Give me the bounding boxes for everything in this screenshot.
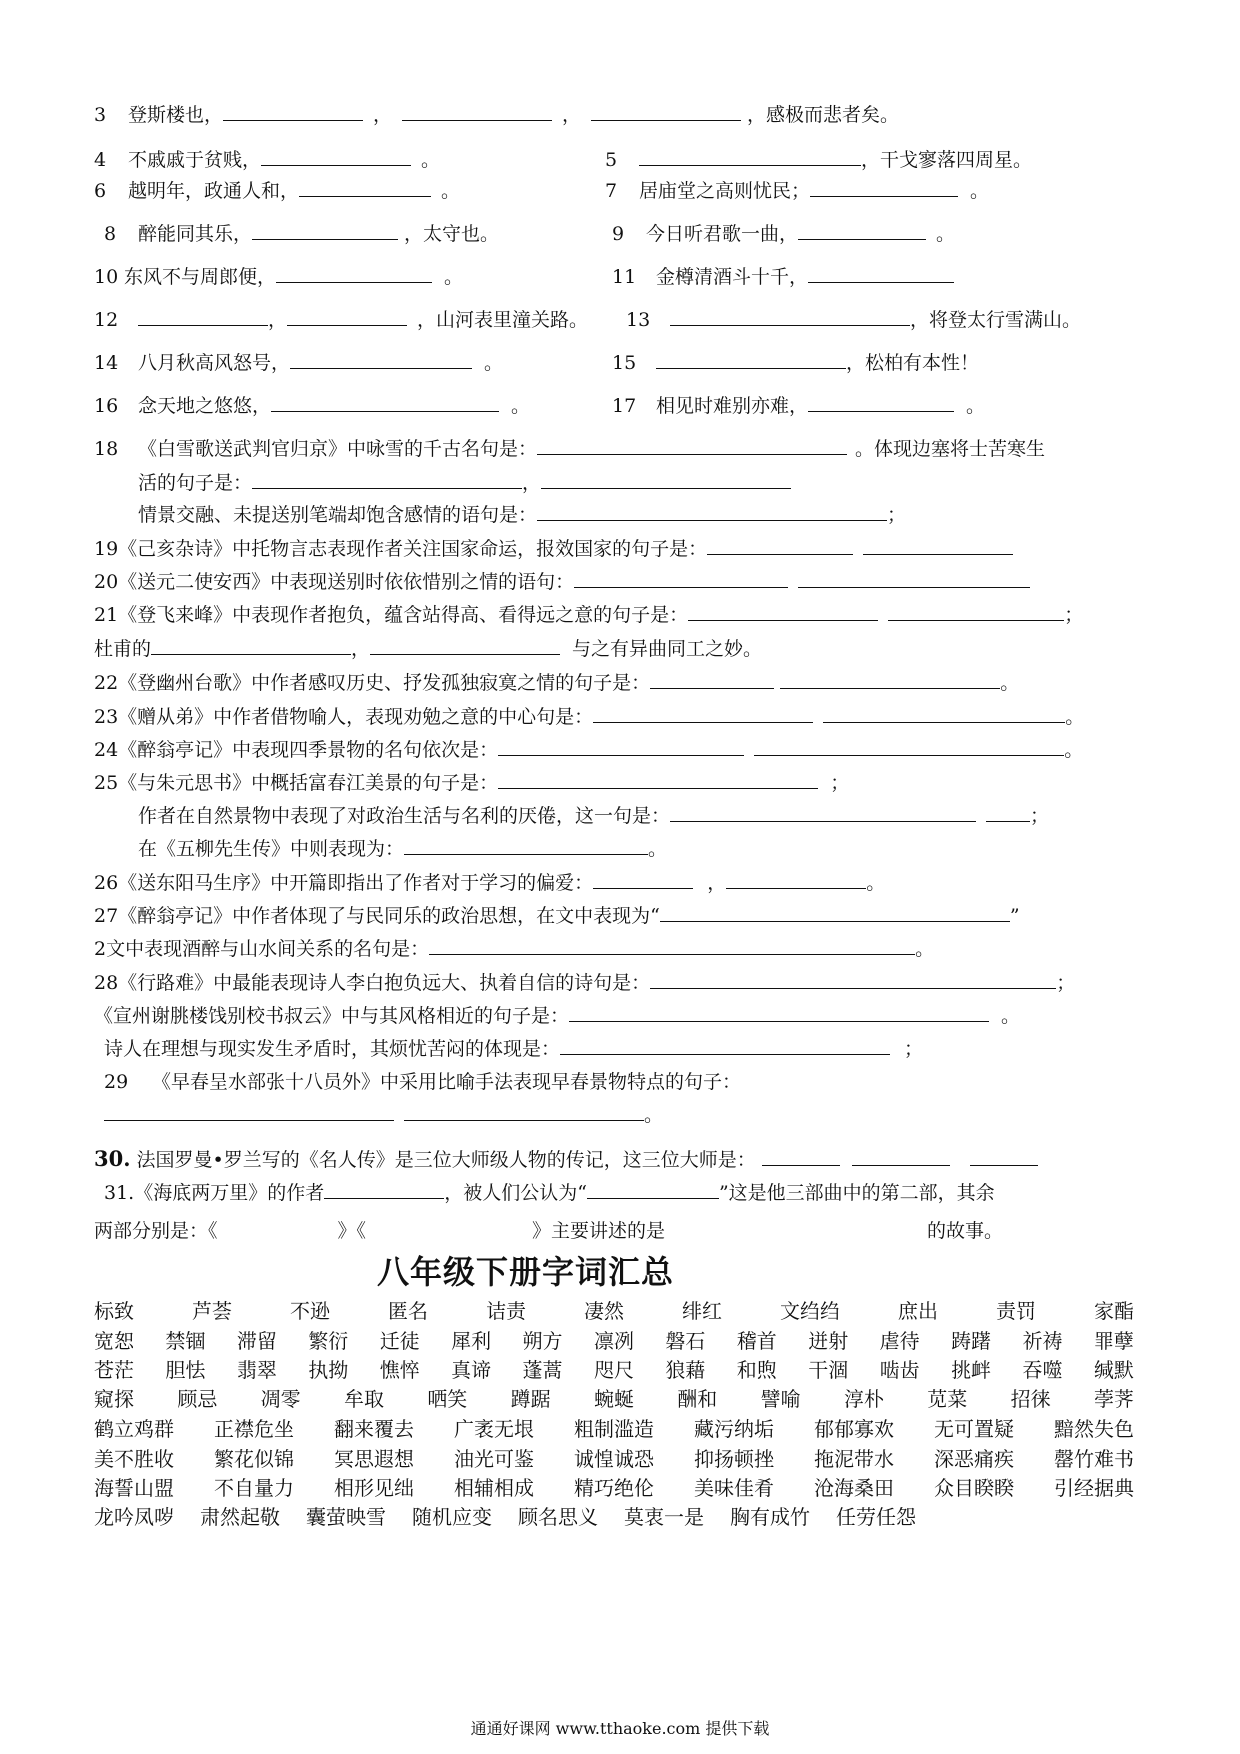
answer-blank[interactable] <box>639 147 861 166</box>
question-text: ”这是他三部曲中的第二部，其余 <box>718 1182 995 1204</box>
answer-blank[interactable] <box>810 178 958 197</box>
answer-blank[interactable] <box>798 221 926 240</box>
vocab-word: 胆怯 <box>165 1358 206 1382</box>
vocab-word: 蜿蜒 <box>593 1387 634 1411</box>
vocab-word: 真谛 <box>451 1358 492 1382</box>
vocab-word: 美不胜收 <box>94 1447 174 1471</box>
vocab-word: 禁锢 <box>165 1329 206 1353</box>
question-text: 24《醉翁亭记》中表现四季景物的名句依次是： <box>94 739 499 761</box>
answer-blank[interactable] <box>780 670 1000 689</box>
punct: ， <box>268 309 288 331</box>
punct: 。 <box>1064 739 1084 761</box>
question-16 <box>94 393 530 419</box>
question-8 <box>104 221 499 247</box>
question-28 <box>94 970 1075 996</box>
question-text: 在《五柳先生传》中则表现为： <box>138 838 405 860</box>
question-7 <box>605 178 989 204</box>
vocab-word: 不逊 <box>290 1299 330 1323</box>
question-text: 醉能同其乐， <box>138 223 253 245</box>
vocab-word: 迁徒 <box>379 1329 420 1353</box>
vocab-word: 繁衍 <box>308 1329 349 1353</box>
question-text: 22《登幽州台歌》中作者感叹历史、抒发孤独寂寞之情的句子是： <box>94 672 651 694</box>
vocab-word: 匿名 <box>388 1299 428 1323</box>
punct: ； <box>1064 604 1084 626</box>
word-row-3 <box>94 1356 1134 1384</box>
question-number: 18 <box>94 438 119 460</box>
question-number: 17 <box>612 395 637 417</box>
punct: ； <box>1030 805 1050 827</box>
punct: ， <box>351 638 371 660</box>
punct: 。 <box>644 1104 664 1126</box>
vocab-word: 文绉绉 <box>780 1299 840 1323</box>
punct: 。 <box>1065 706 1085 728</box>
answer-blank[interactable] <box>498 770 818 789</box>
question-text: 》《 <box>337 1220 367 1242</box>
question-text: 东风不与周郎便， <box>124 266 277 288</box>
vocab-word: 藏污纳垢 <box>694 1417 774 1441</box>
answer-blank[interactable] <box>888 602 1064 621</box>
vocab-word: 拖泥带水 <box>814 1447 894 1471</box>
vocab-word: 磐石 <box>665 1329 706 1353</box>
question-text: 八月秋高风怒号， <box>138 352 291 374</box>
question-13 <box>626 307 1081 333</box>
question-text: 27《醉翁亭记》中作者体现了与民同乐的政治思想，在文中表现为“ <box>94 905 660 927</box>
question-21-line2 <box>94 636 762 662</box>
question-text: 26《送东阳马生序》中开篇即指出了作者对于学习的偏爱： <box>94 872 594 894</box>
vocab-word: 凄然 <box>584 1299 624 1323</box>
vocab-word: 相辅相成 <box>454 1476 534 1500</box>
answer-blank[interactable] <box>151 636 351 655</box>
vocab-word: 美味佳肴 <box>694 1476 774 1500</box>
word-row-8 <box>94 1503 1134 1531</box>
question-text: 与之有异曲同工之妙。 <box>572 638 763 660</box>
vocab-word: 缄默 <box>1093 1358 1134 1382</box>
question-25 <box>94 770 849 796</box>
punct: 。 <box>936 223 956 245</box>
answer-blank[interactable] <box>402 102 552 121</box>
punct: 。 <box>484 352 504 374</box>
vocab-word: 囊萤映雪 <box>306 1505 386 1529</box>
vocab-word: 干涸 <box>808 1358 849 1382</box>
vocab-word: 招徕 <box>1010 1387 1051 1411</box>
question-number: 29 <box>104 1071 129 1093</box>
question-number: 11 <box>612 266 637 288</box>
question-text: ，山河表里潼关路。 <box>417 309 589 331</box>
vocab-word: 苍茫 <box>94 1358 134 1382</box>
answer-blank[interactable] <box>970 1147 1038 1166</box>
answer-blank[interactable] <box>986 803 1030 822</box>
punct: ， <box>562 104 582 126</box>
vocab-word: 随机应变 <box>412 1505 492 1529</box>
answer-blank[interactable] <box>541 470 791 489</box>
vocab-word: 任劳任怨 <box>836 1505 916 1529</box>
vocab-word: 肃然起敬 <box>200 1505 280 1529</box>
question-text: 23《赠从弟》中作者借物喻人，表现劝勉之意的中心句是： <box>94 706 594 728</box>
question-22 <box>94 670 1019 696</box>
vocab-word: 挑衅 <box>951 1358 992 1382</box>
punct: ， <box>373 104 393 126</box>
vocab-word: 哂笑 <box>427 1387 468 1411</box>
answer-blank[interactable] <box>808 393 954 412</box>
question-text: ，感极而悲者矣。 <box>747 104 900 126</box>
vocab-word: 胸有成竹 <box>730 1505 810 1529</box>
vocab-word: 凛冽 <box>593 1329 634 1353</box>
vocab-word: 顾名思义 <box>518 1505 598 1529</box>
vocab-word: 芦荟 <box>192 1299 232 1323</box>
question-text: 法国罗曼•罗兰写的《名人传》是三位大师级人物的传记，这三位大师是： <box>136 1149 756 1171</box>
question-3 <box>94 102 899 128</box>
answer-blank[interactable] <box>104 1102 394 1121</box>
punct: 。 <box>915 938 935 960</box>
question-number: 10 <box>94 266 119 288</box>
question-21 <box>94 602 1083 628</box>
vocab-word: 深恶痛疾 <box>934 1447 1014 1471</box>
vocab-word: 龙吟凤哕 <box>94 1505 174 1529</box>
question-text: 。体现边塞将士苦寒生 <box>855 438 1046 460</box>
question-19 <box>94 536 1013 562</box>
question-28-line3 <box>104 1036 923 1062</box>
answer-blank[interactable] <box>138 307 268 326</box>
question-23 <box>94 704 1084 730</box>
question-11 <box>612 264 954 290</box>
question-number: 8 <box>104 223 117 245</box>
question-number: 3 <box>94 104 107 126</box>
question-number: 30. <box>94 1146 131 1171</box>
punct: 。 <box>444 266 464 288</box>
question-number: 14 <box>94 352 119 374</box>
vocab-word: 繁花似锦 <box>214 1447 294 1471</box>
question-24 <box>94 737 1083 763</box>
answer-blank[interactable] <box>299 178 431 197</box>
vocab-word: 咫尺 <box>593 1358 634 1382</box>
question-text: ，太守也。 <box>404 223 500 245</box>
vocab-word: 无可置疑 <box>934 1417 1014 1441</box>
vocab-word: 诚惶诚恐 <box>574 1447 654 1471</box>
question-text: 两部分别是：《 <box>94 1220 218 1242</box>
section-title: 八年级下册字词汇总 <box>377 1253 675 1291</box>
punct: 。 <box>970 180 990 202</box>
vocab-word: 沧海桑田 <box>814 1476 894 1500</box>
question-text: ，将登太行雪满山。 <box>910 309 1082 331</box>
question-text: 2文中表现酒醉与山水间关系的名句是： <box>94 938 430 960</box>
question-number: 16 <box>94 395 119 417</box>
answer-blank[interactable] <box>370 636 560 655</box>
question-number: 6 <box>94 180 107 202</box>
vocab-word: 滞留 <box>236 1329 277 1353</box>
vocab-word: 责罚 <box>996 1299 1036 1323</box>
vocab-word: 罪孽 <box>1093 1329 1134 1353</box>
question-text: 越明年，政通人和， <box>128 180 300 202</box>
question-text: 》主要讲述的是 <box>532 1220 666 1242</box>
question-15 <box>612 350 979 376</box>
answer-blank[interactable] <box>324 1180 444 1199</box>
word-row-2 <box>94 1327 1134 1355</box>
answer-blank[interactable] <box>404 1102 644 1121</box>
answer-blank[interactable] <box>498 737 744 756</box>
vocab-word: 标致 <box>94 1299 134 1323</box>
question-31 <box>104 1180 995 1206</box>
answer-blank[interactable] <box>808 264 954 283</box>
answer-blank[interactable] <box>650 670 774 689</box>
question-text: 19《己亥杂诗》中托物言志表现作者关注国家命运，报效国家的句子是： <box>94 538 708 560</box>
question-27-line2 <box>94 936 934 962</box>
vocab-word: 众目睽睽 <box>934 1476 1014 1500</box>
answer-blank[interactable] <box>223 102 363 121</box>
answer-blank[interactable] <box>587 1180 719 1199</box>
vocab-word: 庶出 <box>898 1299 938 1323</box>
vocab-word: 莫衷一是 <box>624 1505 704 1529</box>
vocab-word: 郁郁寡欢 <box>814 1417 894 1441</box>
question-text: 31.《海底两万里》的作者 <box>104 1182 325 1204</box>
question-6 <box>94 178 460 204</box>
punct: 。 <box>421 149 441 171</box>
answer-blank[interactable] <box>670 803 976 822</box>
answer-blank[interactable] <box>591 102 741 121</box>
question-text: 今日听君歌一曲， <box>646 223 799 245</box>
vocab-word: 祈祷 <box>1022 1329 1063 1353</box>
vocab-word: 冥思遐想 <box>334 1447 414 1471</box>
punct: ” <box>1009 905 1020 927</box>
question-14 <box>94 350 503 376</box>
answer-blank[interactable] <box>537 502 887 521</box>
vocab-word: 宽恕 <box>94 1329 134 1353</box>
answer-blank[interactable] <box>560 1036 890 1055</box>
answer-blank[interactable] <box>762 1147 840 1166</box>
punct: 。 <box>511 395 531 417</box>
answer-blank[interactable] <box>537 436 847 455</box>
punct: ， <box>522 472 542 494</box>
word-row-5 <box>94 1415 1134 1443</box>
question-text: 情景交融、未提送别笔端却饱含感情的语句是： <box>138 504 538 526</box>
question-28-line2 <box>94 1003 1020 1029</box>
vocab-word: 迸射 <box>808 1329 849 1353</box>
question-text: 金樽清酒斗十千， <box>656 266 809 288</box>
vocab-word: 顾忌 <box>177 1387 218 1411</box>
question-text: 20《送元二使安西》中表现送别时依依惜别之情的语句： <box>94 571 575 593</box>
punct: ； <box>1056 972 1076 994</box>
question-number: 12 <box>94 309 119 331</box>
question-text: 作者在自然景物中表现了对政治生活与名利的厌倦，这一句是： <box>138 805 671 827</box>
question-text: 《宣州谢朓楼饯别校书叔云》中与其风格相近的句子是： <box>94 1005 570 1027</box>
question-text: 《白雪歌送武判官归京》中咏雪的千古名句是： <box>138 438 538 460</box>
vocab-word: 犀利 <box>451 1329 492 1353</box>
vocab-word: 油光可鉴 <box>454 1447 534 1471</box>
vocab-word: 蓬蒿 <box>522 1358 563 1382</box>
answer-blank[interactable] <box>707 536 853 555</box>
question-text: ，松柏有本性！ <box>846 352 980 374</box>
vocab-word: 粗制滥造 <box>574 1417 654 1441</box>
question-29-line2 <box>104 1102 663 1128</box>
vocab-word: 譬喻 <box>760 1387 801 1411</box>
answer-blank[interactable] <box>276 264 432 283</box>
question-text: 25《与朱元思书》中概括富春江美景的句子是： <box>94 772 499 794</box>
answer-blank[interactable] <box>798 569 1030 588</box>
vocab-word: 绯红 <box>682 1299 722 1323</box>
answer-blank[interactable] <box>754 737 1064 756</box>
question-text: 活的句子是： <box>138 472 253 494</box>
vocab-word: 苋菜 <box>927 1387 968 1411</box>
footer-credit: 通通好课网 www.tthaoke.com 提供下载 <box>470 1719 770 1738</box>
vocab-word: 正襟危坐 <box>214 1417 294 1441</box>
question-26 <box>94 870 885 896</box>
vocab-word: 啮齿 <box>879 1358 920 1382</box>
vocab-word: 狼藉 <box>665 1358 706 1382</box>
answer-blank[interactable] <box>290 350 472 369</box>
word-row-6 <box>94 1445 1134 1473</box>
vocab-word: 引经据典 <box>1054 1476 1134 1500</box>
question-25-line2 <box>138 803 1049 829</box>
punct: ， <box>707 872 727 894</box>
question-17 <box>612 393 985 419</box>
word-row-1 <box>94 1297 1134 1325</box>
vocab-word: 相形见绌 <box>334 1476 414 1500</box>
question-number: 5 <box>605 149 618 171</box>
answer-blank[interactable] <box>271 393 499 412</box>
question-text: 登斯楼也， <box>128 104 224 126</box>
vocab-word: 酬和 <box>677 1387 718 1411</box>
vocab-word: 鹤立鸡群 <box>94 1417 174 1441</box>
vocab-word: 不自量力 <box>214 1476 294 1500</box>
answer-blank[interactable] <box>252 221 398 240</box>
question-30 <box>94 1146 1038 1173</box>
answer-blank[interactable] <box>656 350 846 369</box>
punct: 。 <box>1000 672 1020 694</box>
vocab-word: 抑扬顿挫 <box>694 1447 774 1471</box>
vocab-word: 朔方 <box>522 1329 563 1353</box>
vocab-word: 翡翠 <box>236 1358 277 1382</box>
punct: 。 <box>648 838 668 860</box>
question-27 <box>94 903 1020 929</box>
word-row-4 <box>94 1385 1134 1413</box>
answer-blank[interactable] <box>252 470 522 489</box>
vocab-word: 精巧绝伦 <box>574 1476 654 1500</box>
question-text: ，干戈寥落四周星。 <box>861 149 1033 171</box>
answer-blank[interactable] <box>852 1147 950 1166</box>
answer-blank[interactable] <box>726 870 866 889</box>
answer-blank[interactable] <box>287 307 407 326</box>
question-text: 相见时难别亦难， <box>656 395 809 417</box>
answer-blank[interactable] <box>261 147 411 166</box>
answer-blank[interactable] <box>569 1003 989 1022</box>
vocab-word: 荸荠 <box>1093 1387 1134 1411</box>
vocab-word: 黯然失色 <box>1054 1417 1134 1441</box>
vocab-word: 和煦 <box>736 1358 777 1382</box>
question-number: 4 <box>94 149 107 171</box>
answer-blank[interactable] <box>593 870 693 889</box>
answer-blank[interactable] <box>593 704 813 723</box>
vocab-word: 窥探 <box>94 1387 134 1411</box>
vocab-word: 罄竹难书 <box>1054 1447 1134 1471</box>
question-text: 不戚戚于贫贱， <box>128 149 262 171</box>
vocab-word: 吞噬 <box>1022 1358 1063 1382</box>
vocab-word: 踌躇 <box>951 1329 992 1353</box>
vocab-word: 凋零 <box>260 1387 301 1411</box>
question-12 <box>94 307 588 333</box>
answer-blank[interactable] <box>429 936 915 955</box>
question-text: 21《登飞来峰》中表现作者抱负，蕴含站得高、看得远之意的句子是： <box>94 604 689 626</box>
answer-blank[interactable] <box>688 602 878 621</box>
vocab-word: 稽首 <box>736 1329 777 1353</box>
vocab-word: 蹲踞 <box>510 1387 551 1411</box>
question-4 <box>94 147 440 173</box>
vocab-word: 牟取 <box>343 1387 384 1411</box>
answer-blank[interactable] <box>863 536 1013 555</box>
question-number: 9 <box>612 223 625 245</box>
question-text: 杜甫的 <box>94 638 152 660</box>
answer-blank[interactable] <box>670 307 910 326</box>
answer-blank[interactable] <box>574 569 788 588</box>
question-text: 《早春呈水部张十八员外》中采用比喻手法表现早春景物特点的句子： <box>152 1071 742 1093</box>
question-text: 居庙堂之高则忧民； <box>639 180 811 202</box>
question-29 <box>104 1069 741 1095</box>
punct: 。 <box>441 180 461 202</box>
question-number: 7 <box>605 180 618 202</box>
word-row-7 <box>94 1474 1134 1502</box>
answer-blank[interactable] <box>660 903 1010 922</box>
vocab-word: 家酯 <box>1094 1299 1134 1323</box>
question-text: ，被人们公认为“ <box>444 1182 587 1204</box>
punct: 。 <box>1001 1005 1021 1027</box>
vocab-word: 憔悴 <box>379 1358 420 1382</box>
question-9 <box>612 221 955 247</box>
question-20 <box>94 569 1030 595</box>
answer-blank[interactable] <box>650 970 1056 989</box>
question-18-line2 <box>138 470 791 496</box>
punct: ； <box>830 772 850 794</box>
question-25-line3 <box>138 836 667 862</box>
question-18 <box>94 436 1045 462</box>
vocab-word: 广袤无垠 <box>454 1417 534 1441</box>
question-10 <box>94 264 463 290</box>
vocab-word: 虐待 <box>879 1329 920 1353</box>
punct: ； <box>904 1038 924 1060</box>
question-31-line2 <box>94 1218 1003 1244</box>
punct: 。 <box>966 395 986 417</box>
vocab-word: 诘责 <box>486 1299 526 1323</box>
vocab-word: 执拗 <box>308 1358 349 1382</box>
question-5 <box>605 147 1032 173</box>
punct: 。 <box>866 872 886 894</box>
question-text: 诗人在理想与现实发生矛盾时，其烦忧苦闷的体现是： <box>104 1038 561 1060</box>
vocab-word: 淳朴 <box>843 1387 884 1411</box>
answer-blank[interactable] <box>823 704 1065 723</box>
question-18-line3 <box>138 502 906 528</box>
vocab-word: 翻来覆去 <box>334 1417 414 1441</box>
question-text: 28《行路难》中最能表现诗人李白抱负远大、执着自信的诗句是： <box>94 972 651 994</box>
question-number: 15 <box>612 352 637 374</box>
question-number: 13 <box>626 309 651 331</box>
vocab-word: 海誓山盟 <box>94 1476 174 1500</box>
punct: ； <box>887 504 907 526</box>
answer-blank[interactable] <box>404 836 648 855</box>
question-text: 的故事。 <box>927 1220 1004 1242</box>
question-text: 念天地之悠悠， <box>138 395 272 417</box>
